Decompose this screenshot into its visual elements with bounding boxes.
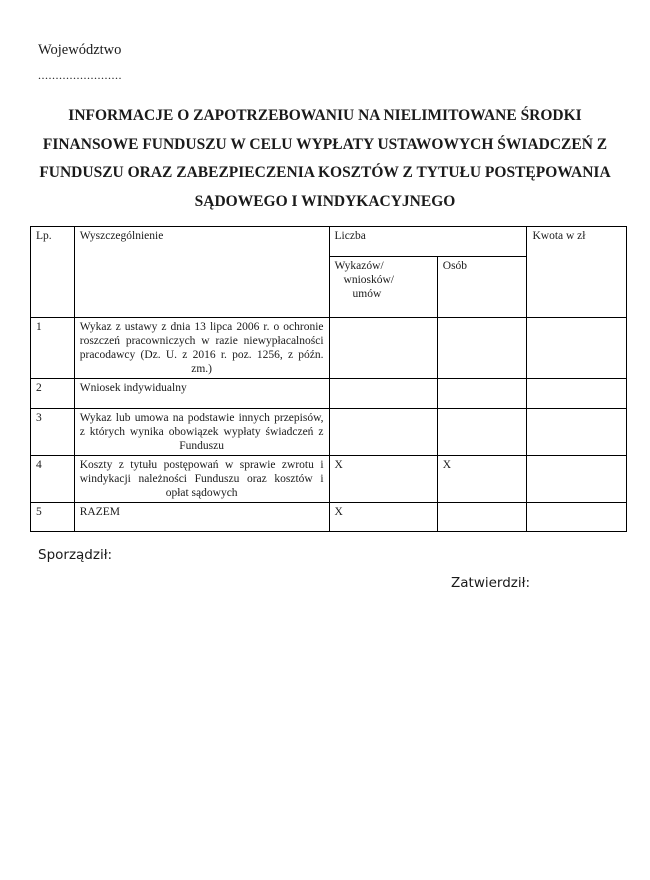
- table-row: [31, 379, 627, 409]
- header-amount: Kwota w zł: [527, 227, 627, 318]
- row-1-lists: [329, 318, 437, 379]
- prepared-by-label: Sporządził:: [38, 547, 113, 563]
- header-count-lists: Wykazów/ wniosków/ umów: [329, 257, 437, 318]
- header-description: Wyszczególnienie: [74, 227, 329, 318]
- table-header-row: [31, 227, 627, 257]
- row-4-amount: [527, 456, 627, 503]
- row-3-lp: 3: [31, 409, 75, 456]
- row-5-description: RAZEM: [74, 503, 329, 532]
- table-row: [31, 318, 627, 379]
- row-3-lists: [329, 409, 437, 456]
- row-5-lp: 5: [31, 503, 75, 532]
- demand-table: [30, 226, 627, 532]
- row-3-persons: [437, 409, 527, 456]
- row-5-persons: [437, 503, 527, 532]
- row-2-amount: [527, 379, 627, 409]
- row-3-amount: [527, 409, 627, 456]
- row-1-description: Wykaz z ustawy z dnia 13 lipca 2006 r. o ochronie roszczeń pracowniczych w razie niewypłacalności pracodawcy (Dz. U. z 2016 r. poz. 1256, z późn. zm.): [74, 318, 329, 379]
- header-lp: Lp.: [31, 227, 75, 318]
- approved-by-label: Zatwierdził:: [451, 575, 531, 591]
- table-row: [31, 503, 627, 532]
- row-1-lp: 1: [31, 318, 75, 379]
- voivodeship-placeholder-dots: ........................: [38, 68, 122, 82]
- document-title: [30, 102, 620, 216]
- title-line-3: FUNDUSZU ORAZ ZABEZPIECZENIA KOSZTÓW Z TYTUŁU POSTĘPOWANIA: [39, 164, 611, 181]
- row-4-description: Koszty z tytułu postępowań w sprawie zwrotu i windykacji należności Funduszu oraz kosztów i opłat sądowych: [74, 456, 329, 503]
- table-row: [31, 456, 627, 503]
- row-4-lists: X: [329, 456, 437, 503]
- title-line-4: SĄDOWEGO I WINDYKACYJNEGO: [194, 192, 456, 210]
- row-2-persons: [437, 379, 527, 409]
- row-1-amount: [527, 318, 627, 379]
- voivodeship-label: Województwo: [38, 42, 122, 58]
- title-line-1: INFORMACJE O ZAPOTRZEBOWANIU NA NIELIMITOWANE ŚRODKI: [68, 107, 582, 124]
- table-row: [31, 409, 627, 456]
- row-5-lists: X: [329, 503, 437, 532]
- header-count-persons: Osób: [437, 257, 527, 318]
- row-1-persons: [437, 318, 527, 379]
- row-2-lp: 2: [31, 379, 75, 409]
- row-4-lp: 4: [31, 456, 75, 503]
- row-2-description: Wniosek indywidualny: [74, 379, 329, 409]
- row-2-lists: [329, 379, 437, 409]
- row-3-description: Wykaz lub umowa na podstawie innych przepisów, z których wynika obowiązek wypłaty świadczeń z Funduszu: [74, 409, 329, 456]
- row-4-persons: X: [437, 456, 527, 503]
- row-5-amount: [527, 503, 627, 532]
- header-count: Liczba: [329, 227, 527, 257]
- title-line-2: FINANSOWE FUNDUSZU W CELU WYPŁATY USTAWOWYCH ŚWIADCZEŃ Z: [42, 135, 608, 153]
